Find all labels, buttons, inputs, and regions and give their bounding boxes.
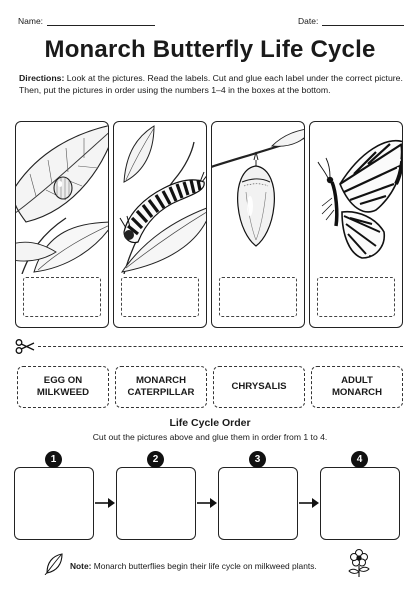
name-label: Name: xyxy=(18,16,44,26)
label-card-caterpillar[interactable]: MONARCH CATERPILLAR xyxy=(115,366,207,408)
butterfly-icon xyxy=(310,122,403,274)
date-line[interactable] xyxy=(322,17,404,26)
order-box-2[interactable] xyxy=(116,467,196,540)
label-drop-zone[interactable] xyxy=(23,277,101,317)
order-box-3[interactable] xyxy=(218,467,298,540)
arrow-right-icon xyxy=(94,497,116,509)
step-number-badge: 3 xyxy=(249,451,266,468)
date-label: Date: xyxy=(298,16,319,26)
picture-panel-caterpillar xyxy=(113,121,207,328)
step-number-badge: 4 xyxy=(351,451,368,468)
page-title: Monarch Butterfly Life Cycle xyxy=(44,36,376,63)
label-card-adult[interactable]: ADULT MONARCH xyxy=(311,366,403,408)
directions xyxy=(19,73,403,97)
note xyxy=(70,561,317,571)
step-number-badge: 2 xyxy=(147,451,164,468)
cut-line xyxy=(38,346,403,347)
note-text: Monarch butterflies begin their life cycle on milkweed plants. xyxy=(91,561,317,571)
picture-panel-chrysalis xyxy=(211,121,305,328)
label-drop-zone[interactable] xyxy=(219,277,297,317)
chrysalis-icon xyxy=(212,122,305,274)
directions-lead: Directions: xyxy=(19,73,65,83)
label-card-chrysalis[interactable]: CHRYSALIS xyxy=(213,366,305,408)
step-number-badge: 1 xyxy=(45,451,62,468)
note-lead: Note: xyxy=(70,561,92,571)
scissors-icon xyxy=(15,339,35,354)
leaf-icon xyxy=(44,553,64,575)
flower-icon xyxy=(346,548,372,578)
order-section-instructions: Cut out the pictures above and glue them in order from 1 to 4. xyxy=(92,432,328,442)
caterpillar-icon xyxy=(114,122,207,274)
label-drop-zone[interactable] xyxy=(121,277,199,317)
order-box-4[interactable] xyxy=(320,467,400,540)
arrow-right-icon xyxy=(298,497,320,509)
name-field[interactable] xyxy=(18,16,155,26)
picture-panel-egg xyxy=(15,121,109,328)
arrow-right-icon xyxy=(196,497,218,509)
order-box-1[interactable] xyxy=(14,467,94,540)
picture-panel-adult xyxy=(309,121,403,328)
label-card-egg[interactable]: EGG ON MILKWEED xyxy=(17,366,109,408)
order-section-title: Life Cycle Order xyxy=(169,417,251,429)
egg-on-leaf-icon xyxy=(16,122,109,274)
name-line[interactable] xyxy=(47,17,155,26)
directions-text: Look at the pictures. Read the labels. Cut and glue each label under the correct picture. Then, put the pictures in order using the numbers 1–4 in the boxes at the bottom. xyxy=(19,73,403,95)
date-field[interactable] xyxy=(298,16,404,26)
label-drop-zone[interactable] xyxy=(317,277,395,317)
